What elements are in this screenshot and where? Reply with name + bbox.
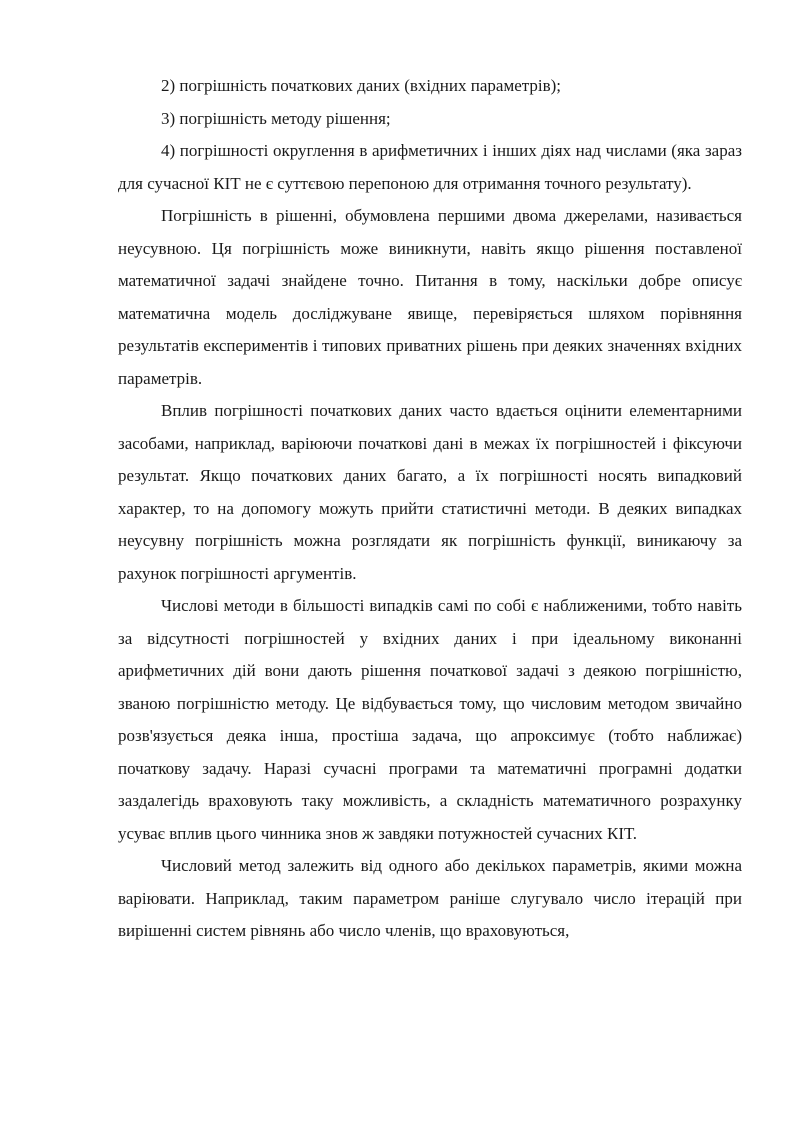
paragraph-method-error: Числові методи в більшості випадків самі по собі є наближеними, тобто навіть за відсутності погрішностей у вхідних даних і при ідеальному виконанні арифметичних дій вони дають рішення початкової задачі з деякою погрішністю, званою погрішністю методу. Це відбувається тому, що числовим методом звичайно розв'язується деяка інша, простіша задача, що апроксимує (тобто наближає) початкову задачу. Наразі сучасні програми та математичні програмні додатки заздалегідь враховують таку можливість, а складність математичного розрахунку усуває вплив цього чинника знов ж завдяки потужностей сучасних КІТ. (118, 596, 742, 843)
document-body (118, 70, 742, 948)
paragraph-list-item-2: 2) погрішність початкових даних (вхідних параметрів); (161, 76, 562, 95)
paragraph-method-parameters: Числовий метод залежить від одного або декількох параметрів, якими можна варіювати. Наприклад, таким параметром раніше слугувало число ітерацій при вирішенні систем рівнянь або число членів, що враховуються, (118, 856, 742, 940)
paragraph-list-item-3: 3) погрішність методу рішення; (161, 108, 391, 128)
paragraph-list-item-4: 4) погрішності округлення в арифметичних і інших діях над числами (яка зараз для сучасної КІТ не є суттєвою перепоною для отримання точного результату). (118, 141, 742, 193)
paragraph-irremovable-error: Погрішність в рішенні, обумовлена першими двома джерелами, називається неусувною. Ця погрішність може виникнути, навіть якщо рішення поставленої математичної задачі знайдене точно. Питання в тому, наскільки добре описує математична модель досліджуване явище, перевіряється шляхом порівняння результатів експериментів і типових приватних рішень при деяких значеннях вхідних параметрів. (118, 206, 742, 388)
paragraph-initial-data-error: Вплив погрішності початкових даних часто вдається оцінити елементарними засобами, наприклад, варіюючи початкові дані в межах їх погрішностей і фіксуючи результат. Якщо початкових даних багато, а їх погрішності носять випадковий характер, то на допомогу можуть прийти статистичні методи. В деяких випадках неусувну погрішність можна розглядати як погрішність функції, виникаючу за рахунок погрішності аргументів. (118, 401, 742, 583)
